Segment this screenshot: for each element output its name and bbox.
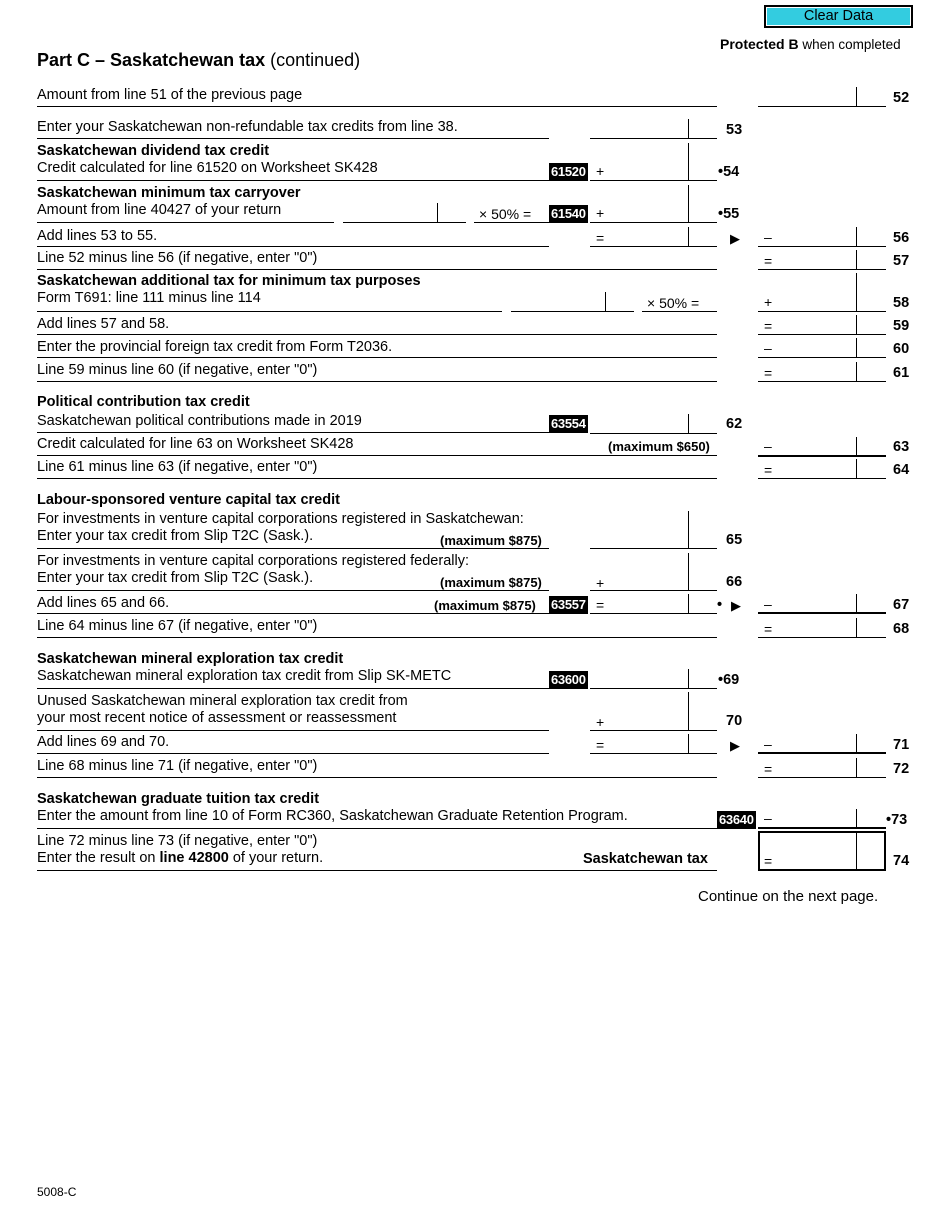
line-57-label: Line 52 minus line 56 (if negative, enter "0") <box>37 250 318 266</box>
line-55-input-field[interactable] <box>343 203 466 223</box>
line-58-heading: Saskatchewan additional tax for minimum tax purposes <box>37 273 421 289</box>
line-58-field[interactable] <box>758 273 886 312</box>
line-60-number: 60 <box>893 341 910 357</box>
line-71-label: Add lines 69 and 70. <box>37 734 170 750</box>
line-56-label: Add lines 53 to 55. <box>37 228 158 244</box>
line-61-equals: = <box>764 365 773 381</box>
line-64-equals: = <box>764 462 773 478</box>
line-55-heading: Saskatchewan minimum tax carryover <box>37 185 301 201</box>
line-55-multiplier: × 50% = <box>479 206 532 222</box>
line-64-number: 64 <box>893 462 910 478</box>
line-57-field[interactable] <box>758 250 886 270</box>
line-72-field[interactable] <box>758 758 886 778</box>
line-66-label-1: For investments in venture capital corporations registered federally: <box>37 553 469 569</box>
page-title: Part C – Saskatchewan tax (continued) <box>37 50 361 70</box>
line-62-field[interactable] <box>590 414 717 434</box>
line-60-field[interactable] <box>758 338 886 358</box>
line-73-number: •73 <box>886 812 908 828</box>
code-61540: 61540 <box>551 206 586 221</box>
line-63-number: 63 <box>893 439 910 455</box>
code-63557: 63557 <box>551 597 586 612</box>
line-69-field[interactable] <box>590 669 717 689</box>
line-67-equals: = <box>596 597 605 613</box>
line-68-field[interactable] <box>758 618 886 638</box>
line-58-multiplier: × 50% = <box>647 295 700 311</box>
line-67-number: 67 <box>893 597 910 613</box>
line-71-number: 71 <box>893 737 910 753</box>
line-55-plus: + <box>596 205 605 221</box>
continue-note: Continue on the next page. <box>698 888 879 905</box>
line-54-plus: + <box>596 163 605 179</box>
line-65-maximum: (maximum $875) <box>440 533 542 548</box>
line-67-label: Add lines 65 and 66. <box>37 595 170 611</box>
line-66-label-2: Enter your tax credit from Slip T2C (Sask.). <box>37 570 314 586</box>
line-71-field[interactable] <box>758 734 886 754</box>
line-67-field[interactable] <box>758 594 886 614</box>
line-59-equals: = <box>764 318 773 334</box>
line-70-field[interactable] <box>590 692 717 731</box>
line-58-label: Form T691: line 111 minus line 114 <box>37 290 261 306</box>
line-56-number: 56 <box>893 230 910 246</box>
line-67-subtotal-field[interactable] <box>590 594 717 614</box>
line-55-field[interactable] <box>590 185 717 223</box>
line-73-field[interactable] <box>758 809 886 829</box>
line-53-number: 53 <box>726 122 743 138</box>
line-72-label: Line 68 minus line 71 (if negative, enter "0") <box>37 758 318 774</box>
line-66-maximum: (maximum $875) <box>440 575 542 590</box>
line-59-label: Add lines 57 and 58. <box>37 316 170 332</box>
line-73-label: Enter the amount from line 10 of Form RC360, Saskatchewan Graduate Retention Program. <box>37 808 628 824</box>
line-65-label-2: Enter your tax credit from Slip T2C (Sask.). <box>37 528 314 544</box>
line-61-label: Line 59 minus line 60 (if negative, enter "0") <box>37 362 318 378</box>
line-67-minus: – <box>764 596 772 612</box>
line-53-label: Enter your Saskatchewan non-refundable tax credits from line 38. <box>37 119 458 135</box>
code-63554: 63554 <box>551 416 586 431</box>
line-56-arrow-icon: ▶ <box>730 231 740 246</box>
code-63640: 63640 <box>719 812 754 827</box>
line-66-field[interactable] <box>590 553 717 591</box>
line-70-label-1: Unused Saskatchewan mineral exploration tax credit from <box>37 693 408 709</box>
clear-data-button[interactable]: Clear Data <box>764 5 913 28</box>
line-60-minus: – <box>764 340 772 356</box>
line-73-minus: – <box>764 810 772 826</box>
line-74-label-1: Line 72 minus line 73 (if negative, enter "0") <box>37 833 318 849</box>
line-66-number: 66 <box>726 574 743 590</box>
line-65-label-1: For investments in venture capital corporations registered in Saskatchewan: <box>37 511 524 527</box>
line-52-label: Amount from line 51 of the previous page <box>37 87 303 103</box>
line-74-field[interactable] <box>758 831 886 871</box>
line-68-equals: = <box>764 621 773 637</box>
line-54-heading: Saskatchewan dividend tax credit <box>37 143 270 159</box>
line-70-label-2: your most recent notice of assessment or reassessment <box>37 710 397 726</box>
line-74-equals: = <box>764 853 773 869</box>
line-59-field[interactable] <box>758 315 886 335</box>
line-57-equals: = <box>764 253 773 269</box>
line-65-number: 65 <box>726 532 743 548</box>
line-74-number: 74 <box>893 853 910 869</box>
line-54-field[interactable] <box>590 143 717 181</box>
line-65-heading: Labour-sponsored venture capital tax credit <box>37 492 340 508</box>
code-61520: 61520 <box>551 164 586 179</box>
protected-notice: Protected B when completed <box>720 36 901 52</box>
line-63-maximum: (maximum $650) <box>608 439 710 454</box>
line-54-label: Credit calculated for line 61520 on Worksheet SK428 <box>37 160 378 176</box>
line-58-plus: + <box>764 294 773 310</box>
line-56-minus: – <box>764 229 772 245</box>
line-55-label: Amount from line 40427 of your return <box>37 202 282 218</box>
line-72-number: 72 <box>893 761 910 777</box>
line-64-label: Line 61 minus line 63 (if negative, enter "0") <box>37 459 318 475</box>
line-63-minus: – <box>764 438 772 454</box>
line-55-number: •55 <box>718 206 740 222</box>
line-74-label-2: Enter the result on line 42800 of your return. <box>37 850 324 866</box>
form-id: 5008-C <box>37 1185 77 1199</box>
line-71-subtotal-field[interactable] <box>590 734 717 754</box>
line-71-arrow-icon: ▶ <box>730 738 740 753</box>
line-56-field[interactable] <box>758 227 886 247</box>
line-52-field[interactable] <box>758 87 886 107</box>
line-56-equals: = <box>596 230 605 246</box>
code-63600: 63600 <box>551 672 586 687</box>
line-66-plus: + <box>596 575 605 591</box>
line-61-field[interactable] <box>758 362 886 382</box>
line-54-number: •54 <box>718 164 740 180</box>
line-60-label: Enter the provincial foreign tax credit from Form T2036. <box>37 339 393 355</box>
saskatchewan-tax-label: Saskatchewan tax <box>583 851 708 867</box>
line-68-label: Line 64 minus line 67 (if negative, enter "0") <box>37 618 318 634</box>
line-62-number: 62 <box>726 416 743 432</box>
line-62-label: Saskatchewan political contributions made in 2019 <box>37 413 362 429</box>
line-71-minus: – <box>764 736 772 752</box>
line-53-field[interactable] <box>590 119 717 139</box>
line-69-heading: Saskatchewan mineral exploration tax credit <box>37 651 344 667</box>
line-68-number: 68 <box>893 621 910 637</box>
line-58-input-field[interactable] <box>511 292 634 312</box>
line-70-plus: + <box>596 714 605 730</box>
line-67-bullet: • <box>717 597 723 613</box>
line-62-heading: Political contribution tax credit <box>37 394 250 410</box>
line-71-equals: = <box>596 737 605 753</box>
line-52-number: 52 <box>893 90 910 106</box>
line-63-field[interactable] <box>758 437 886 457</box>
line-59-number: 59 <box>893 318 910 334</box>
line-69-number: •69 <box>718 672 740 688</box>
line-61-number: 61 <box>893 365 910 381</box>
line-67-arrow-icon: ▶ <box>731 598 741 613</box>
line-64-field[interactable] <box>758 459 886 479</box>
line-57-number: 57 <box>893 253 910 269</box>
line-67-maximum: (maximum $875) <box>434 598 536 613</box>
line-63-label: Credit calculated for line 63 on Worksheet SK428 <box>37 436 354 452</box>
line-65-field[interactable] <box>590 511 717 549</box>
line-69-label: Saskatchewan mineral exploration tax credit from Slip SK-METC <box>37 668 452 684</box>
line-58-number: 58 <box>893 295 910 311</box>
line-72-equals: = <box>764 761 773 777</box>
line-56-subtotal-field[interactable] <box>590 227 717 247</box>
line-70-number: 70 <box>726 713 743 729</box>
line-73-heading: Saskatchewan graduate tuition tax credit <box>37 791 320 807</box>
